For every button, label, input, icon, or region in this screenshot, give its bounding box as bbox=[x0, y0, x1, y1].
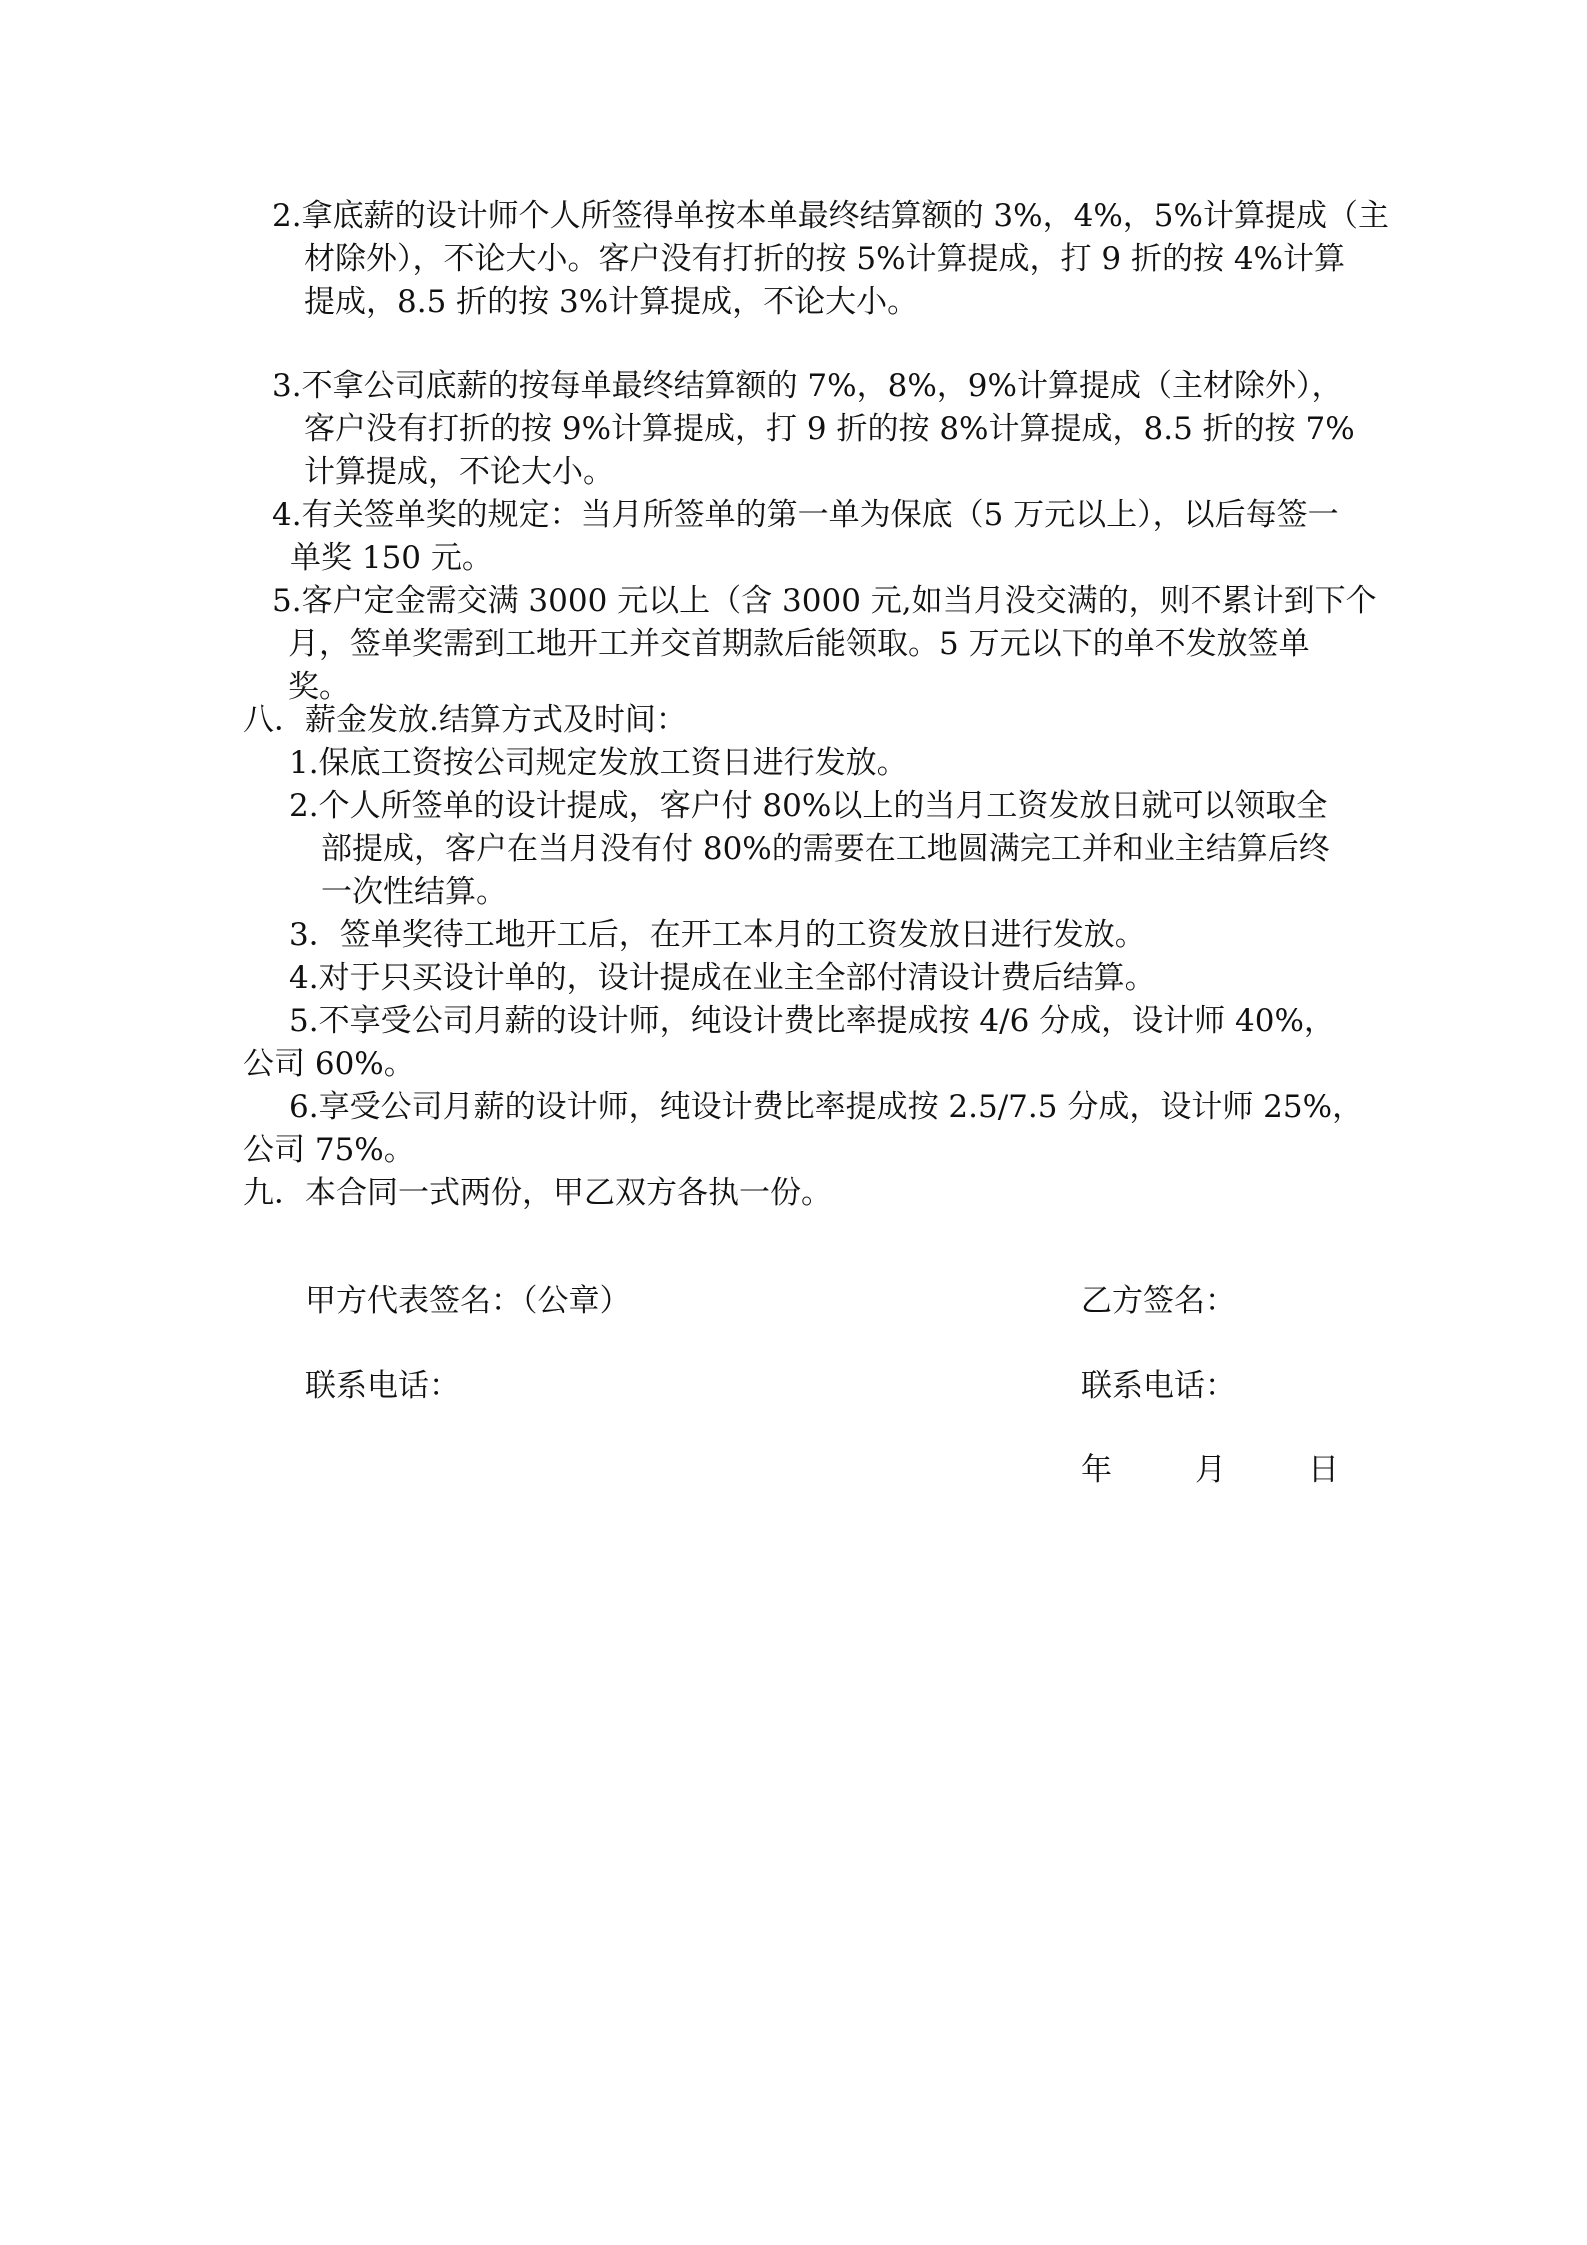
item8-p6-line1: 6.享受公司月薪的设计师，纯设计费比率提成按 2.5/7.5 分成，设计师 25%， bbox=[289, 1089, 1364, 1125]
item7-p4-line1: 4.有关签单奖的规定：当月所签单的第一单为保底（5 万元以上），以后每签一 bbox=[272, 497, 1339, 533]
item8-p4: 4.对于只买设计单的，设计提成在业主全部付清设计费后结算。 bbox=[289, 960, 1156, 996]
item7-p2-line1: 2.拿底薪的设计师个人所签得单按本单最终结算额的 3%，4%，5%计算提成（主 bbox=[272, 198, 1389, 234]
item7-p2-line3: 提成，8.5 折的按 3%计算提成，不论大小。 bbox=[304, 284, 919, 320]
item7-p3-line1: 3.不拿公司底薪的按每单最终结算额的 7%，8%，9%计算提成（主材除外）， bbox=[272, 368, 1343, 404]
item8-p2-line3: 一次性结算。 bbox=[321, 874, 507, 910]
item8-p2-line2: 部提成，客户在当月没有付 80%的需要在工地圆满完工并和业主结算后终 bbox=[321, 831, 1330, 867]
item7-p2-line2: 材除外），不论大小。客户没有打折的按 5%计算提成，打 9 折的按 4%计算 bbox=[304, 241, 1345, 277]
item8-p5-line2: 公司 60%。 bbox=[243, 1046, 415, 1082]
item8-heading: 八．薪金发放.结算方式及时间： bbox=[243, 702, 687, 738]
item8-p5-line1: 5.不享受公司月薪的设计师，纯设计费比率提成按 4/6 分成，设计师 40%， bbox=[289, 1003, 1335, 1039]
item7-p3-line3: 计算提成，不论大小。 bbox=[304, 454, 614, 490]
party-a-signature-label: 甲方代表签名：（公章） bbox=[305, 1283, 631, 1319]
item8-p3: 3．签单奖待工地开工后，在开工本月的工资发放日进行发放。 bbox=[289, 917, 1146, 953]
party-a-phone-label: 联系电话： bbox=[305, 1368, 460, 1404]
item9-text: 九．本合同一式两份，甲乙双方各执一份。 bbox=[243, 1175, 832, 1211]
item7-p3-line2: 客户没有打折的按 9%计算提成，打 9 折的按 8%计算提成，8.5 折的按 7% bbox=[304, 411, 1355, 447]
item8-p1: 1.保底工资按公司规定发放工资日进行发放。 bbox=[289, 745, 908, 781]
date-day-label: 日 bbox=[1308, 1452, 1339, 1488]
date-month-label: 月 bbox=[1195, 1452, 1226, 1488]
date-year-label: 年 bbox=[1081, 1452, 1112, 1488]
item7-p5-line2: 月，签单奖需到工地开工并交首期款后能领取。5 万元以下的单不发放签单 bbox=[288, 626, 1310, 662]
item7-p5-line1: 5.客户定金需交满 3000 元以上（含 3000 元,如当月没交满的，则不累计到下个 bbox=[272, 583, 1377, 619]
item7-p4-line2: 单奖 150 元。 bbox=[290, 540, 493, 576]
item7-p5-line3: 奖。 bbox=[288, 669, 350, 705]
party-b-phone-label: 联系电话： bbox=[1081, 1368, 1236, 1404]
item8-p6-line2: 公司 75%。 bbox=[243, 1132, 415, 1168]
party-b-signature-label: 乙方签名： bbox=[1081, 1283, 1236, 1319]
item8-p2-line1: 2.个人所签单的设计提成，客户付 80%以上的当月工资发放日就可以领取全 bbox=[289, 788, 1328, 824]
